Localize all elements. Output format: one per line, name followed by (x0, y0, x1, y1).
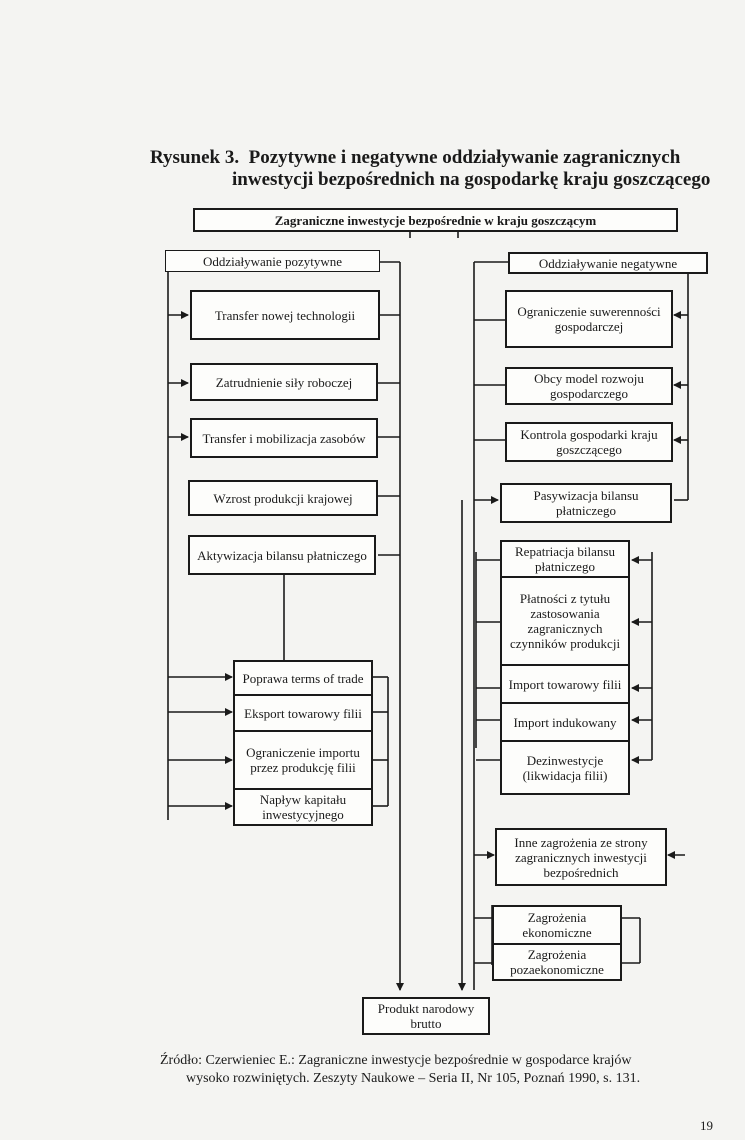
positive-sub-capital (233, 788, 373, 826)
positive-box-label: Aktywizacja bilansu płatniczego (197, 547, 367, 563)
positive-sub-label: Eksport towarowy filii (244, 705, 362, 721)
positive-box-employment (190, 363, 378, 401)
page-number: 19 (700, 1118, 713, 1133)
negative-box-control (505, 422, 673, 462)
threat-economic-label: Zagrożenia ekonomiczne (522, 910, 592, 940)
negative-box-foreign-model (505, 367, 673, 405)
other-threats-box (495, 828, 667, 886)
other-threats-label: Inne zagrożenia ze strony zagranicznych inwestycji bezpośrednich (514, 834, 648, 880)
positive-sub-export (233, 694, 373, 732)
negative-box-label: Pasywizacja bilansu płatniczego (533, 488, 639, 518)
positive-box-label: Transfer nowej technologii (214, 307, 356, 323)
gnp-label: Produkt narodowy brutto (377, 1001, 475, 1031)
threat-noneconomic-box (492, 943, 622, 981)
positive-box-label: Wzrost produkcji krajowej (213, 490, 353, 506)
source-line2: wysoko rozwiniętych. Zeszyty Naukowe – Seria II, Nr 105, Poznań 1990, s. 131. (186, 1071, 641, 1086)
positive-box-label: Transfer i mobilizacja zasobów (202, 430, 366, 446)
positive-header-label: Oddziaływanie pozytywne (203, 253, 342, 269)
negative-box-label: Ograniczenie suwerenności gospodarczej (517, 304, 661, 334)
positive-box-production (188, 480, 378, 516)
threat-economic-box (492, 905, 622, 945)
negative-sub-label: Repatriacja bilansu płatniczego (515, 544, 615, 574)
figure-title-line1: Pozytywne i negatywne oddziaływanie zagranicznych (248, 147, 681, 168)
positive-box-balance (188, 535, 376, 575)
negative-sub-label: Import towarowy filii (508, 676, 622, 692)
negative-sub-import-goods (500, 664, 630, 704)
figure-title-line2: inwestycji bezpośrednich na gospodarkę kraju goszczącego (232, 169, 711, 190)
negative-box-label: Kontrola gospodarki kraju goszczącego (520, 427, 658, 457)
positive-box-resources (190, 418, 378, 458)
threat-noneconomic-label: Zagrożenia pozaekonomiczne (510, 947, 604, 977)
positive-box-technology (190, 290, 380, 340)
negative-sub-label: Import indukowany (513, 714, 617, 730)
negative-header (508, 252, 708, 274)
negative-sub-label: Płatności z tytułu zastosowania zagranicznych czynników produkcji (509, 591, 621, 651)
positive-sub-label: Ograniczenie importu przez produkcję filii (246, 745, 360, 775)
fdi-top-box (193, 208, 678, 232)
positive-sub-terms (233, 660, 373, 696)
negative-box-label: Obcy model rozwoju gospodarczego (534, 371, 644, 401)
negative-box-passivation (500, 483, 672, 523)
figure-label: Rysunek 3. (150, 147, 240, 168)
negative-header-label: Oddziaływanie negatywne (538, 255, 678, 271)
negative-box-sovereignty (505, 290, 673, 348)
fdi-top-label: Zagraniczne inwestycje bezpośrednie w kraju goszczącym (274, 212, 597, 228)
source-note (160, 1052, 730, 1088)
negative-sub-import-induced (500, 702, 630, 742)
negative-sub-label: Dezinwestycje (likwidacja filii) (522, 752, 608, 783)
positive-sub-label: Napływ kapitału inwestycyjnego (259, 792, 347, 822)
negative-sub-disinvestment (500, 740, 630, 795)
positive-sub-label: Poprawa terms of trade (242, 670, 364, 686)
gnp-box (362, 997, 490, 1035)
negative-sub-repatriation (500, 540, 630, 578)
positive-sub-import-limit (233, 730, 373, 790)
negative-sub-payments (500, 576, 630, 666)
positive-header (165, 250, 380, 272)
positive-box-label: Zatrudnienie siły roboczej (215, 374, 353, 390)
source-line1: Źródło: Czerwieniec E.: Zagraniczne inwestycje bezpośrednie w gospodarce krajów (160, 1053, 632, 1068)
